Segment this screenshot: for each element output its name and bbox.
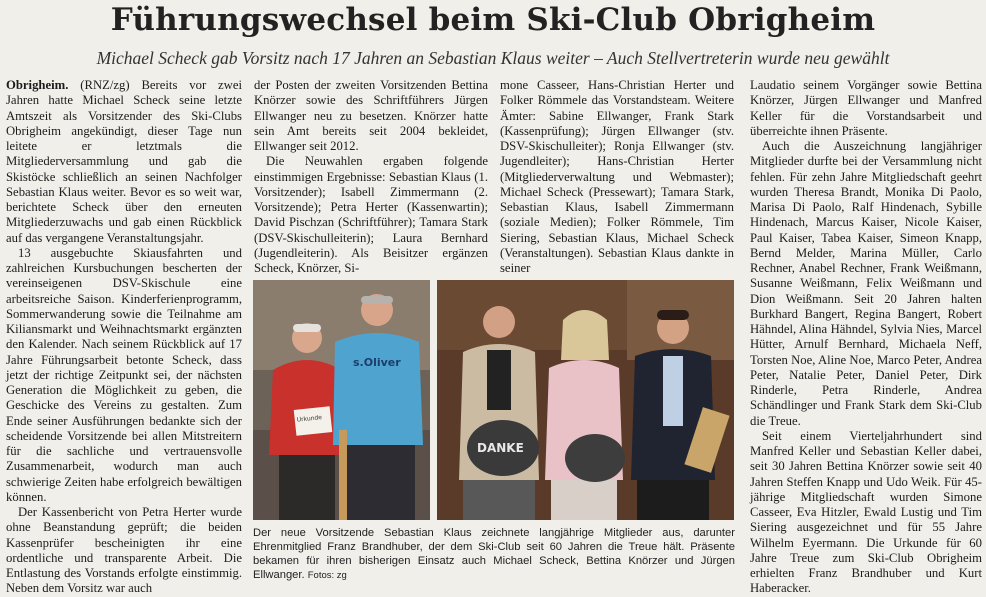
column-2 xyxy=(254,78,488,278)
paragraph: Seit einem Vierteljahrhundert sind Manfred Keller und Sebastian Keller dabei, seit 30 Jahren Bettina Knörzer sowie seit 40 Jahren Steffen Knapp und Udo Weik. Für 45-jährige Mitgliedschaft wurden Simone Casseer, Eva Hitzler, Ewald Lustig und Tim Siering ausgezeichnet und für 55 Jahre Wilhelm Eyermann. Die Urkunde für 60 Jahre Treue zum Ski-Club Obrigheim erhielten Franz Brandhuber und Kurt Haberacker. xyxy=(750,428,982,596)
headline: Führungswechsel beim Ski-Club Obrigheim xyxy=(110,2,876,38)
caption-text: Der neue Vorsitzende Sebastian Klaus zeichnete langjährige Mitglieder aus, darunter Ehrenmitglied Franz Brandhuber, der dem Ski-Club seit 60 Jahren die Treue hält. Präsente bekamen für ihren bisherigen Einsatz auch Michael Scheck, Bettina Knörzer und Jürgen Ellwanger. xyxy=(253,527,735,581)
photo-illustration xyxy=(253,280,430,520)
photo-illustration xyxy=(437,280,734,520)
paragraph: mone Casseer, Hans-Christian Herter und Folker Römmele das Vorstandsteam. Weitere Ämter: Sabine Ellwanger, Frank Stark (Kassenprüfung); Jürgen Ellwanger (stv. DSV-Skischulleiter); Ronja Ellwanger (stv. Jugendleiter); Hans-Christian Herter (Mitgliederverwaltung und Webmaster); Michael Scheck (Pressewart); Tamara Stark, Sebastian Klaus, Isabell Zimmermann (soziale Medien); Folker Römmele, Tim Siering, Sebastian Klaus, Michael Scheck (Veranstaltungen). Sebastian Klaus dankte in seiner xyxy=(500,78,734,275)
certificate-text: Urkunde xyxy=(296,414,323,424)
column-1 xyxy=(6,78,242,596)
dateline: Obrigheim. xyxy=(6,78,69,92)
paragraph-text: (RNZ/zg) Bereits vor zwei Jahren hatte Michael Scheck seine letzte Amtszeit als Vorsitzender des Ski-Clubs Obrigheim angekündigt, dieser Tage nun leitete er letztmals die Mitgliederversammlung und gab die Skistöcke schließlich an seinen Nachfolger Sebastian Klaus weiter. Bevor es so weit war, berichtete Scheck über den erneuten Mitgliederzuwachs und gab einen Rückblick auf das vergangene Veranstaltungsjahr. xyxy=(6,78,242,245)
shirt-brand-text: s.Oliver xyxy=(353,356,401,369)
paragraph: 13 ausgebuchte Skiausfahrten und zahlreichen Kursbuchungen bescherten der vereinseigenen DSV-Skischule eine arbeitsreiche Saison. Kinderferienprogramm, Sommerwanderung sowie die Teilnahme am Kiliansmarkt und Weihnachtsmarkt ergänzten den Kalender. Nach seinem Rückblick auf 17 Jahre Führungsarbeit betonte Scheck, dass jetzt der richtige Zeitpunkt sei, der nächsten Generation die Möglichkeit zu geben, die Geschicke des Vereins zu gestalten. Zum Ende seiner Ausführungen bedankte sich der scheidende Vorsitzende bei allen Mitstreitern für die sachliche und vertrauensvolle Zusammenarbeit, wodurch man auch schwierige Zeiten habe erfolgreich bewältigen können. xyxy=(6,245,242,504)
column-3 xyxy=(500,78,734,278)
paragraph: Auch die Auszeichnung langjähriger Mitglieder durfte bei der Versammlung nicht fehlen. Für zehn Jahre Mitgliedschaft geehrt wurden Theresa Brandt, Monika Di Paolo, Marisa Di Paolo, Ralf Hindenach, Sybille Hindenach, Marcus Kaiser, Nicole Kaiser, Paul Kaiser, Tabea Kaiser, Simeon Knapp, Bernd Melder, Marina Müller, Carlo Rechner, Anabel Rechner, Frank Weißmann, Susanne Weißmann, Felix Weißmann und Dion Weißmann. Seit 20 Jahren halten Burkhard Bangert, Regina Bangert, Robert Hähndel, Alina Hähndel, Sylvia Nies, Marcel Hütter, Arnulf Bernhard, Michaela Neff, Torsten Noe, Aline Noe, Marco Peter, Andrea Peter, Natalie Peter, Daniel Peter, Dirk Rinderle, Petra Rinderle, Andrea Schändlinger und Frank Stark dem Ski-Club die Treue. xyxy=(750,139,982,428)
paragraph: Der Kassenbericht von Petra Herter wurde ohne Beanstandung geprüft; die beiden Kassenprüfer bescheinigten ihr eine ordentliche und transparente Arbeit. Die Entlastung des Vorstands erfolgte einstimmig. Neben dem Vorsitz war auch xyxy=(6,505,242,596)
photo-credit: Fotos: zg xyxy=(307,570,347,581)
paragraph: Die Neuwahlen ergaben folgende einstimmigen Ergebnisse: Sebastian Klaus (1. Vorsitzender); Isabell Zimmermann (2. Vorsitzende); Petra Herter (Kassenwartin); David Pischzan (Schriftführer); Tamara Stark (DSV-Skischulleiterin); Laura Bernhard (Jugendleiterin). Als Beisitzer ergänzen Scheck, Knörzer, Si- xyxy=(254,154,488,275)
paragraph xyxy=(6,78,242,246)
photo-caption xyxy=(253,526,735,583)
gift-basket-text: DANKE xyxy=(477,441,524,455)
column-4 xyxy=(750,78,982,596)
photo-honoree-and-chairman xyxy=(253,280,430,520)
subheadline: Michael Scheck gab Vorsitz nach 17 Jahren an Sebastian Klaus weiter – Auch Stellvertreterin wurde neu gewählt xyxy=(96,48,890,68)
photo-board-members-with-gifts xyxy=(437,280,734,520)
paragraph: der Posten der zweiten Vorsitzenden Bettina Knörzer sowie des Schriftführers Jürgen Ellwanger neu zu besetzen. Knörzer hatte sein Amt bereits seit 2004 bekleidet, Ellwanger seit 2012. xyxy=(254,78,488,153)
paragraph: Laudatio seinem Vorgänger sowie Bettina Knörzer, Jürgen Ellwanger und Manfred Keller für die Vorstandsarbeit und überreichte ihnen Präsente. xyxy=(750,78,982,138)
